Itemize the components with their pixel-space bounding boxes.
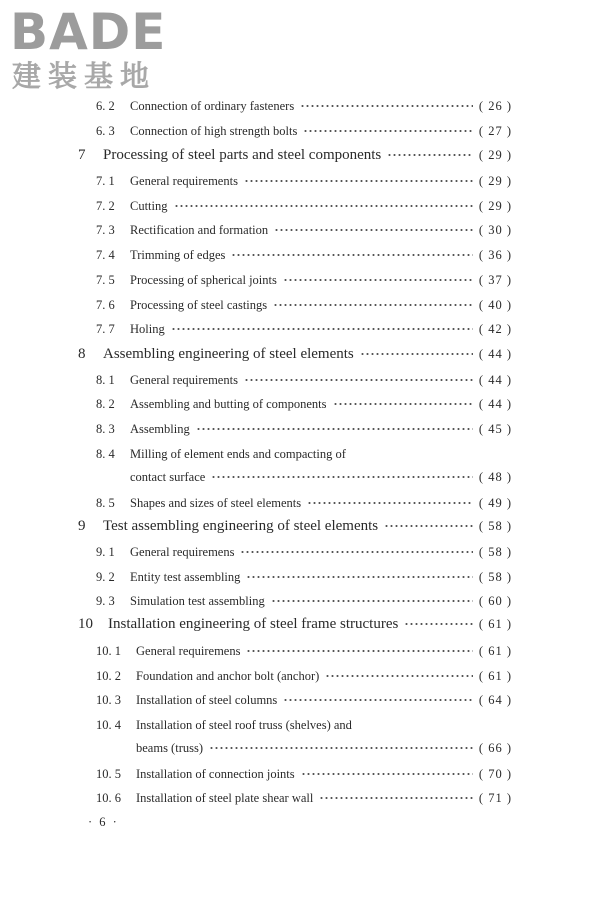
entry-title: Holing [130, 322, 165, 336]
entry-page: ( 44 ) [478, 373, 512, 387]
dot-leader [283, 698, 473, 702]
entry-number: 7. 4 [96, 248, 115, 262]
dot-leader [307, 501, 473, 505]
entry-number: 9. 3 [96, 594, 115, 608]
toc-entry[interactable] [96, 692, 512, 708]
entry-page: ( 42 ) [478, 322, 512, 336]
entry-page: ( 26 ) [478, 99, 512, 113]
dot-leader [171, 327, 473, 331]
dot-leader [240, 550, 472, 554]
dot-leader [387, 153, 473, 157]
entry-number: 7. 7 [96, 322, 115, 336]
chapter-title: Installation engineering of steel frame structures [108, 616, 399, 632]
chapter-number: 8 [78, 346, 86, 362]
entry-title-continued: contact surface [130, 470, 206, 484]
chapter-title: Test assembling engineering of steel elements [103, 518, 379, 534]
toc-entry[interactable] [96, 396, 512, 412]
entry-page: ( 27 ) [478, 124, 512, 138]
toc-entry[interactable] [96, 372, 512, 388]
entry-page: ( 44 ) [478, 397, 512, 411]
entry-page: ( 36 ) [478, 248, 512, 262]
chapter-title: Assembling engineering of steel elements [103, 346, 354, 362]
entry-page: ( 30 ) [478, 223, 512, 237]
entry-title: Assembling and butting of components [130, 397, 327, 411]
entry-number: 10. 5 [96, 767, 121, 781]
entry-number: 10. 2 [96, 669, 121, 683]
entry-page: ( 40 ) [478, 298, 512, 312]
dot-leader [271, 599, 473, 603]
dot-leader [196, 427, 473, 431]
toc-entry-first-line[interactable] [96, 717, 352, 733]
entry-page: ( 29 ) [478, 174, 512, 188]
dot-leader [333, 402, 473, 406]
toc-chapter[interactable] [78, 615, 512, 633]
dot-leader [303, 129, 473, 133]
entry-number: 6. 2 [96, 99, 115, 113]
entry-number: 8. 5 [96, 496, 115, 510]
toc-chapter[interactable] [78, 345, 512, 363]
dot-leader [301, 772, 473, 776]
entry-title: Rectification and formation [130, 223, 269, 237]
entry-title: Connection of ordinary fasteners [130, 99, 295, 113]
entry-number: 10. 3 [96, 693, 121, 707]
entry-page: ( 58 ) [478, 570, 512, 584]
entry-title: Processing of steel castings [130, 298, 268, 312]
entry-title: Processing of spherical joints [130, 273, 277, 287]
entry-number: 8. 4 [96, 447, 115, 461]
entry-page: ( 29 ) [478, 199, 512, 213]
entry-page: ( 66 ) [478, 741, 512, 755]
dot-leader [384, 524, 473, 528]
entry-page: ( 70 ) [478, 767, 512, 781]
toc-entry[interactable] [96, 98, 512, 114]
dot-leader [300, 104, 473, 108]
entry-title: Entity test assembling [130, 570, 241, 584]
watermark-subtitle: 建装基地 [12, 59, 157, 93]
entry-title: Simulation test assembling [130, 594, 265, 608]
dot-leader [325, 674, 473, 678]
dot-leader [211, 475, 473, 479]
entry-page: ( 60 ) [478, 594, 512, 608]
toc-entry[interactable] [96, 222, 512, 238]
toc-entry[interactable] [96, 668, 512, 684]
toc-entry[interactable] [96, 297, 512, 313]
entry-number: 8. 1 [96, 373, 115, 387]
entry-number: 7. 1 [96, 174, 115, 188]
entry-page: ( 71 ) [478, 791, 512, 805]
chapter-number: 9 [78, 518, 86, 534]
toc-entry[interactable] [96, 421, 512, 437]
dot-leader [244, 179, 473, 183]
entry-number: 10. 6 [96, 791, 121, 805]
entry-page: ( 29 ) [478, 148, 512, 162]
watermark-brand: BADE [10, 3, 167, 61]
toc-chapter[interactable] [78, 146, 512, 164]
toc-entry[interactable] [96, 766, 512, 782]
entry-title: Installation of steel roof truss (shelves) and [136, 718, 352, 732]
entry-page: ( 37 ) [478, 273, 512, 287]
entry-title: Cutting [130, 199, 168, 213]
entry-number: 7. 5 [96, 273, 115, 287]
toc-entry-continuation[interactable] [96, 740, 512, 756]
entry-page: ( 48 ) [478, 470, 512, 484]
entry-title: General requiremens [136, 644, 241, 658]
dot-leader [319, 796, 473, 800]
dot-leader [274, 228, 473, 232]
entry-page: ( 44 ) [478, 347, 512, 361]
entry-page: ( 45 ) [478, 422, 512, 436]
dot-leader [244, 378, 473, 382]
dot-leader [246, 649, 472, 653]
toc-entry[interactable] [96, 495, 512, 511]
entry-title: Shapes and sizes of steel elements [130, 496, 302, 510]
entry-page: ( 61 ) [478, 617, 512, 631]
toc-entry[interactable] [96, 198, 512, 214]
entry-title-continued: beams (truss) [136, 741, 203, 755]
entry-title: General requirements [130, 373, 238, 387]
entry-title: Foundation and anchor bolt (anchor) [136, 669, 320, 683]
dot-leader [404, 622, 473, 626]
toc-entry[interactable] [96, 593, 512, 609]
entry-page: ( 64 ) [478, 693, 512, 707]
entry-title: General requirements [130, 174, 238, 188]
toc-entry[interactable] [96, 790, 512, 806]
dot-leader [360, 352, 473, 356]
entry-page: ( 49 ) [478, 496, 512, 510]
toc-entry[interactable] [96, 123, 512, 139]
entry-page: ( 61 ) [478, 644, 512, 658]
entry-title: Connection of high strength bolts [130, 124, 298, 138]
entry-page: ( 58 ) [478, 519, 512, 533]
toc-entry[interactable] [96, 272, 512, 288]
toc-entry[interactable] [96, 247, 512, 263]
dot-leader [246, 575, 473, 579]
entry-title: Milling of element ends and compacting of [130, 447, 346, 461]
entry-title: General requiremens [130, 545, 235, 559]
page-number: · 6 · [88, 815, 119, 829]
entry-number: 7. 3 [96, 223, 115, 237]
entry-title: Trimming of edges [130, 248, 226, 262]
toc-entry[interactable] [96, 643, 512, 659]
entry-page: ( 61 ) [478, 669, 512, 683]
entry-number: 7. 2 [96, 199, 115, 213]
toc-entry[interactable] [96, 321, 512, 337]
entry-number: 10. 1 [96, 644, 121, 658]
entry-number: 9. 2 [96, 570, 115, 584]
toc-entry[interactable] [96, 569, 512, 585]
entry-number: 8. 3 [96, 422, 115, 436]
toc-entry[interactable] [96, 544, 512, 560]
dot-leader [273, 303, 473, 307]
dot-leader [209, 746, 473, 750]
entry-page: ( 58 ) [478, 545, 512, 559]
chapter-title: Processing of steel parts and steel components [103, 147, 382, 163]
entry-title: Assembling [130, 422, 190, 436]
toc-entry[interactable] [96, 173, 512, 189]
entry-number: 7. 6 [96, 298, 115, 312]
entry-number: 9. 1 [96, 545, 115, 559]
chapter-number: 7 [78, 147, 86, 163]
entry-number: 8. 2 [96, 397, 115, 411]
entry-title: Installation of connection joints [136, 767, 295, 781]
dot-leader [174, 204, 473, 208]
chapter-number: 10 [78, 616, 93, 632]
toc-entry-first-line[interactable] [96, 446, 346, 462]
entry-title: Installation of steel plate shear wall [136, 791, 314, 805]
entry-title: Installation of steel columns [136, 693, 278, 707]
toc-chapter[interactable] [78, 517, 512, 535]
dot-leader [231, 253, 473, 257]
entry-number: 10. 4 [96, 718, 121, 732]
toc-entry-continuation[interactable] [96, 469, 512, 485]
entry-number: 6. 3 [96, 124, 115, 138]
dot-leader [283, 278, 473, 282]
